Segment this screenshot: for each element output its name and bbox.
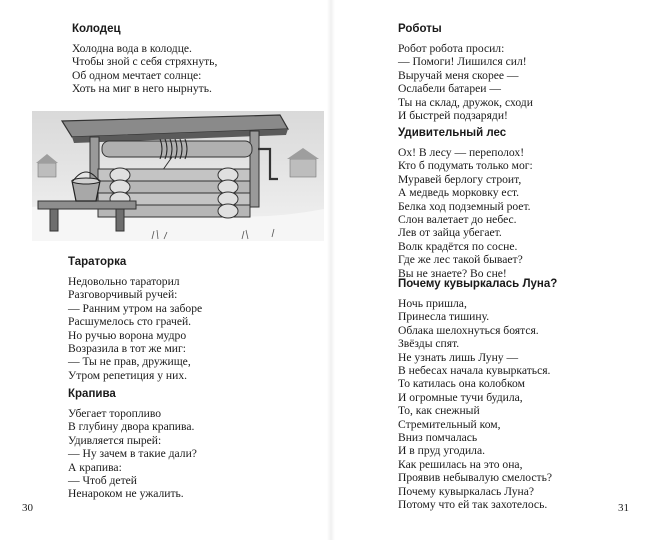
poem-title: Крапива [68, 388, 116, 400]
poem-line: — Чтоб детей [68, 474, 137, 488]
page-number: 30 [22, 502, 33, 514]
poem-line: Не узнать лишь Луну — [398, 350, 519, 364]
poem-line: Лев от зайца убегает. [398, 226, 502, 240]
poem-pochemu-kuvyrkalas-luna [398, 277, 557, 512]
poem-line: Волк крадётся по сосне. [398, 239, 518, 253]
poem-line: Вниз помчалась [398, 431, 478, 445]
poem-line: Ночь пришла, [398, 297, 467, 310]
poem-line: Как решилась на это она, [398, 457, 523, 471]
poem-line: Разговорчивый ручей: [68, 288, 178, 302]
poem-line: Где же лес такой бывает? [398, 253, 523, 267]
poem-line: Выручай меня скорее — [398, 68, 519, 82]
poem-line: Робот робота просил: [398, 42, 505, 55]
poem-line: То катилась она колобком [398, 377, 525, 391]
poem-title: Удивительный лес [398, 127, 507, 139]
poem-line: Звёзды спят. [398, 337, 460, 351]
poem-line: Ты на склад, дружок, сходи [398, 95, 533, 109]
poem-line: Но ручью ворона мудро [68, 328, 187, 342]
poem-line: Расшумелось сто грачей. [68, 315, 192, 329]
poem-line: Кто б подумать только мог: [398, 159, 533, 173]
poem-line: А крапива: [68, 460, 122, 474]
poem-title: Почему кувыркалась Луна? [398, 278, 558, 290]
poem-line: Ненароком не ужалить. [68, 487, 184, 501]
poem-line: А медведь морковку ест. [398, 186, 520, 200]
poem-line: Почему кувыркалась Луна? [398, 484, 535, 498]
poem-line: И быстрей подзаряди! [398, 109, 508, 123]
left-page [0, 0, 330, 540]
poem-line: Недовольно тараторил [68, 275, 180, 288]
poem-line: Принесла тишину. [398, 310, 490, 324]
poem-taratorka [68, 255, 202, 382]
poem-line: Холодна вода в колодце. [72, 42, 192, 55]
poem-line: Муравей берлогу строит, [398, 172, 522, 186]
poem-line: Возразила в тот же миг: [68, 342, 186, 356]
poem-line: — Ну зачем в такие дали? [68, 447, 197, 461]
poem-line: — Ты не прав, дружище, [68, 355, 191, 369]
poem-roboty [398, 22, 533, 122]
poem-line: Утром репетиция у них. [68, 368, 188, 382]
poem-line: Белка ход подземный роет. [398, 199, 531, 213]
page-number: 31 [618, 502, 629, 514]
poem-line: Об одном мечтает солнце: [72, 68, 202, 82]
poem-line: Проявив небывалую смелость? [398, 471, 553, 485]
poem-line: И огромные тучи будила, [398, 390, 523, 404]
well-illustration [32, 111, 324, 241]
poem-udivitelny-les [398, 126, 533, 280]
poem-line: Слон валетает до небес. [398, 213, 517, 227]
poem-line: Потому что ей так захотелось. [398, 498, 548, 512]
poem-line: В глубину двора крапива. [68, 420, 195, 434]
poem-line: В небесах начала кувыркаться. [398, 364, 551, 378]
poem-line: Чтобы зной с себя стряхнуть, [72, 55, 218, 69]
poem-title: Роботы [398, 23, 442, 35]
poem-line: Ослабели батареи — [398, 82, 501, 96]
poem-line: Удивляется пырей: [68, 433, 162, 447]
poem-line: Вы не знаете? Во сне! [398, 266, 507, 280]
poem-line: Хоть на миг в него нырнуть. [72, 82, 212, 96]
poem-kolodets [72, 22, 217, 96]
poem-line: Стремительный ком, [398, 417, 501, 431]
poem-line: — Помоги! Лишился сил! [398, 55, 527, 69]
poem-line: Убегает торопливо [68, 407, 162, 420]
poem-line: Ох! В лесу — переполох! [398, 146, 525, 159]
poem-title: Колодец [72, 23, 121, 35]
poem-line: То, как снежный [398, 404, 480, 418]
poem-line: — Ранним утром на заборе [68, 301, 203, 315]
poem-line: И в пруд угодила. [398, 444, 486, 458]
right-page [330, 0, 661, 540]
poem-line: Облака шелохнуться боятся. [398, 323, 539, 337]
poem-krapiva [68, 387, 197, 501]
poem-title: Тараторка [68, 256, 127, 268]
